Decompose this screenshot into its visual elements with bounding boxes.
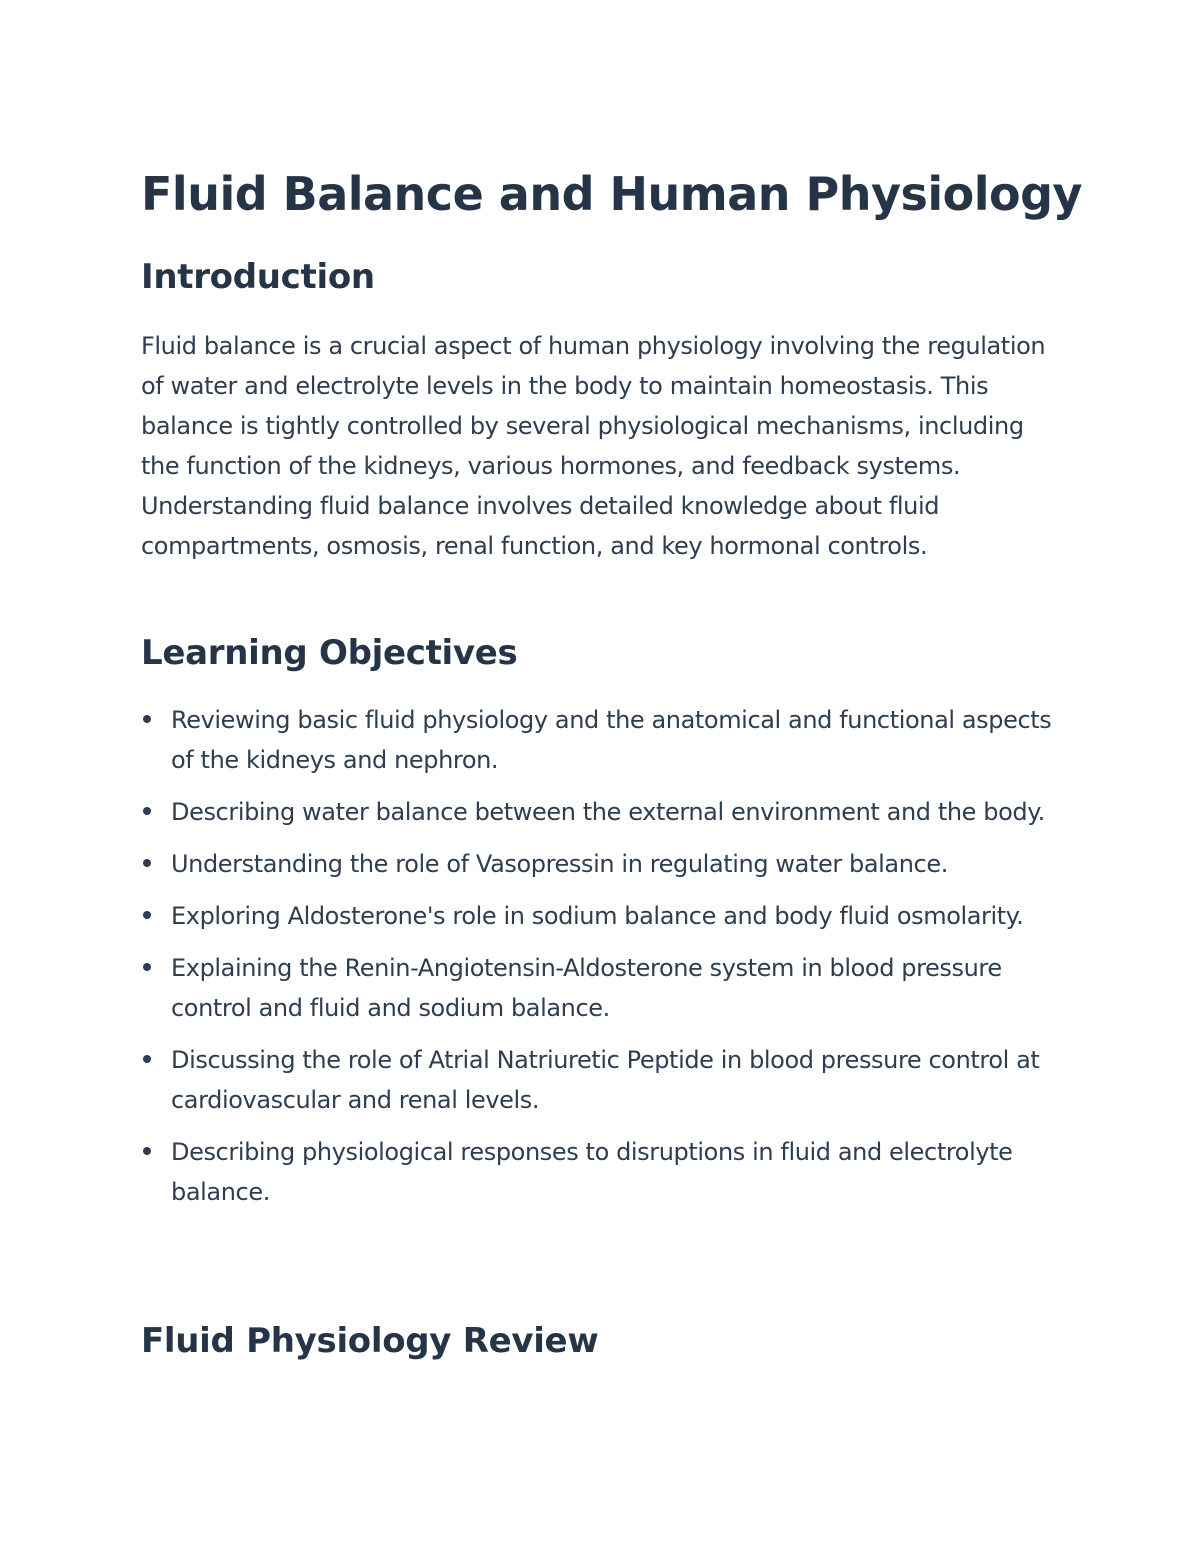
fluid-physiology-review-heading: Fluid Physiology Review	[141, 1321, 599, 1361]
document-title: Fluid Balance and Human Physiology	[141, 167, 1082, 221]
bullet-icon	[143, 1055, 151, 1063]
list-item-text: Reviewing basic fluid physiology and the anatomical and functional aspects of the kidneys and nephron.	[171, 706, 1052, 774]
learning-objectives-heading: Learning Objectives	[141, 633, 518, 673]
list-item	[141, 792, 1061, 832]
bullet-icon	[143, 807, 151, 815]
bullet-icon	[143, 859, 151, 867]
bullet-icon	[143, 1147, 151, 1155]
introduction-heading: Introduction	[141, 257, 375, 297]
bullet-icon	[143, 715, 151, 723]
list-item	[141, 1040, 1061, 1120]
list-item-text: Discussing the role of Atrial Natriuretic Peptide in blood pressure control at cardiovascular and renal levels.	[171, 1046, 1040, 1114]
learning-objectives-list	[141, 700, 1061, 1224]
list-item-text: Describing physiological responses to disruptions in fluid and electrolyte balance.	[171, 1138, 1013, 1206]
list-item	[141, 700, 1061, 780]
list-item-text: Understanding the role of Vasopressin in regulating water balance.	[171, 850, 948, 878]
bullet-icon	[143, 911, 151, 919]
bullet-icon	[143, 963, 151, 971]
list-item-text: Exploring Aldosterone's role in sodium balance and body fluid osmolarity.	[171, 902, 1024, 930]
list-item	[141, 896, 1061, 936]
list-item	[141, 844, 1061, 884]
list-item	[141, 1132, 1061, 1212]
list-item-text: Describing water balance between the external environment and the body.	[171, 798, 1045, 826]
introduction-paragraph: Fluid balance is a crucial aspect of human physiology involving the regulation of water and electrolyte levels in the body to maintain homeostasis. This balance is tightly controlled by several physiological mechanisms, including the function of the kidneys, various hormones, and feedback systems. Understanding fluid balance involves detailed knowledge about fluid compartments, osmosis, renal function, and key hormonal controls.	[141, 332, 1046, 560]
list-item	[141, 948, 1061, 1028]
list-item-text: Explaining the Renin-Angiotensin-Aldosterone system in blood pressure control and fluid and sodium balance.	[171, 954, 1002, 1022]
